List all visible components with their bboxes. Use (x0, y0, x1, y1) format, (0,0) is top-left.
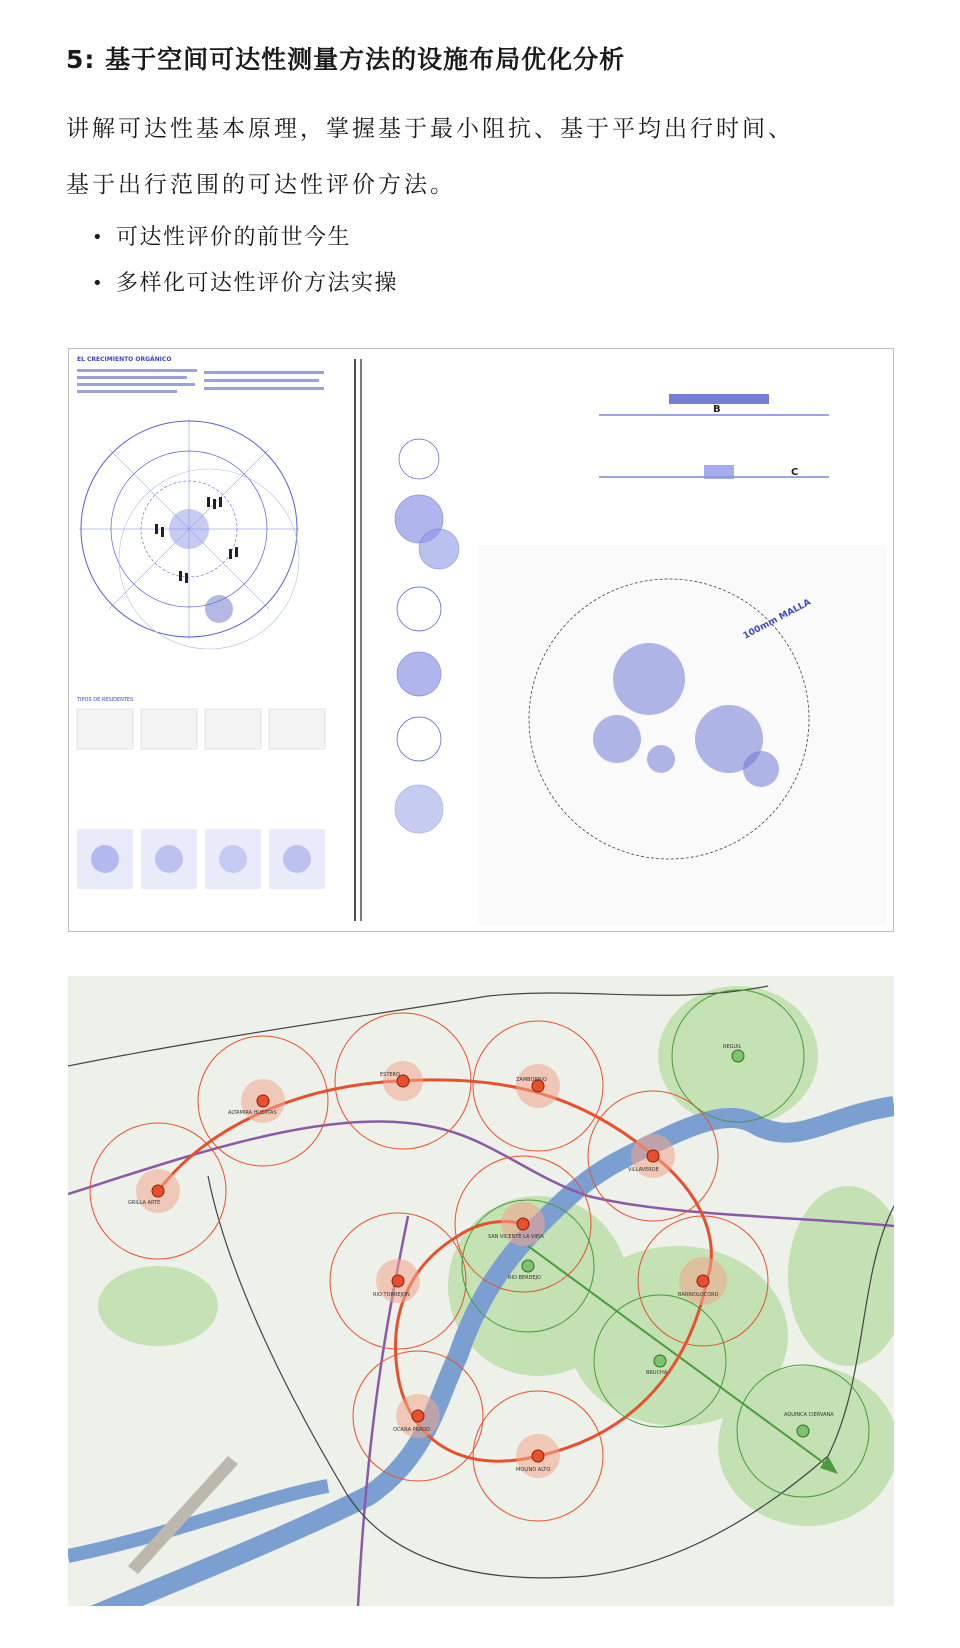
list-item-label: 多样化可达性评价方法实操 (116, 271, 399, 296)
green-stop-label: BRUCHA (646, 1370, 668, 1376)
poster-title: EL CRECIMIENTO ORGÁNICO (77, 356, 172, 363)
map-graphic (68, 976, 894, 1606)
stop-label: VILLAVERDE (628, 1167, 659, 1173)
poster-text-blocks (77, 369, 324, 393)
green-stop-label: AQUINCA CIERVANA (784, 1412, 834, 1418)
section-c-label: C (791, 467, 799, 478)
section-title: 5: 基于空间可达性测量方法的设施布局优化分析 (66, 45, 626, 74)
bullet-icon: • (92, 227, 105, 248)
list-item (92, 268, 398, 314)
section-b-label: B (713, 404, 721, 415)
diagram-center (169, 509, 209, 549)
diagram-blob (205, 595, 233, 623)
grid-map (479, 545, 887, 925)
stop-label: BARRIOLOCORO (678, 1292, 719, 1298)
poster-graphic (69, 349, 893, 931)
stop-label: RIO TORREJON (373, 1292, 410, 1298)
topic-list (92, 222, 398, 314)
stop-label: ESTERO (380, 1072, 400, 1078)
vertical-timeline (355, 359, 361, 921)
residents-header: TIPOS DE RESIDENTES (77, 697, 134, 703)
list-item (92, 222, 398, 268)
section-profiles (599, 394, 829, 479)
bullet-icon: • (92, 273, 105, 294)
resident-cards (77, 709, 325, 889)
description-line-2: 基于出行范围的可达性评价方法。 (66, 172, 456, 198)
stop-label: OCAÑA PRADO (393, 1427, 431, 1433)
stop-label: GRILLA ARTE (128, 1200, 161, 1206)
green-stop-label: RIO BERDEJO (508, 1275, 541, 1281)
green-stop-label: REGUIL (723, 1044, 742, 1050)
circle-sequence (395, 439, 459, 833)
description-line-1: 讲解可达性基本原理，掌握基于最小阻抗、基于平均出行时间、 (66, 116, 794, 142)
malla-label: 100mm MALLA (741, 597, 813, 642)
stop-label: ZAMBORRIO (516, 1077, 547, 1083)
stop-label: ALTAMIRA HUERTAS (228, 1110, 277, 1116)
list-item-label: 可达性评价的前世今生 (116, 225, 352, 250)
stop-label: SAN VICENTE LA VIEJA (488, 1234, 544, 1240)
accessibility-map-image (68, 976, 894, 1606)
accessibility-poster-image (68, 348, 894, 932)
stop-label: MOLINO ALTO (516, 1467, 551, 1473)
green-areas (98, 986, 894, 1526)
